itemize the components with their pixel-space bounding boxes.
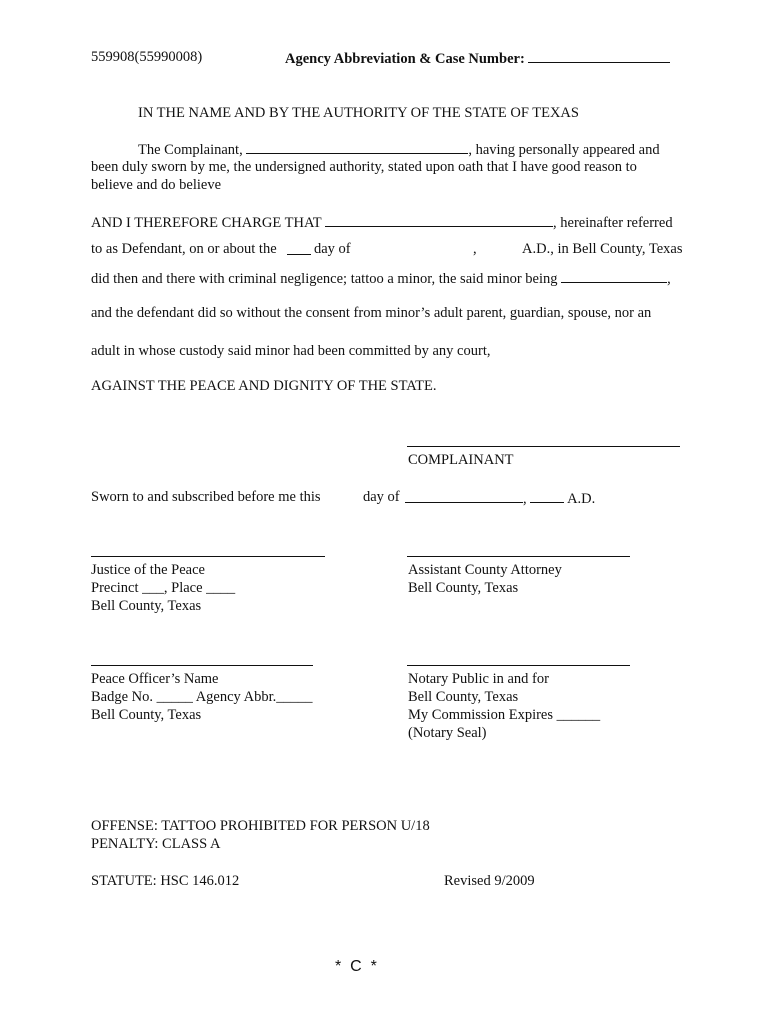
month-comma: , (473, 241, 477, 257)
complainant-signature-line[interactable] (407, 446, 680, 447)
sworn-year-field[interactable] (530, 488, 564, 503)
justice-precinct: Precinct ___, Place ____ (91, 580, 236, 596)
officer-badge-line: Badge No. _____ Agency Abbr._____ (91, 689, 313, 705)
attorney-signature-line[interactable] (407, 556, 630, 557)
complainant-line-1 (138, 139, 660, 159)
justice-title: Justice of the Peace (91, 562, 205, 578)
attorney-title: Assistant County Attorney (408, 562, 562, 578)
complainant-tail: , having personally appeared and (468, 142, 660, 158)
defendant-date-lead: to as Defendant, on or about the (91, 241, 277, 257)
revised-date: Revised 9/2009 (444, 873, 535, 889)
against-peace-line: AGAINST THE PEACE AND DIGNITY OF THE STATE. (91, 378, 437, 394)
officer-block (91, 670, 313, 724)
officer-county: Bell County, Texas (91, 707, 202, 723)
footer-mark: * C * (335, 958, 377, 975)
form-id: 559908(55990008) (91, 49, 203, 65)
document-title: IN THE NAME AND BY THE AUTHORITY OF THE STATE OF TEXAS (138, 105, 579, 121)
custody-line: adult in whose custody said minor had been committed by any court, (91, 343, 491, 359)
justice-block (91, 561, 235, 615)
notary-block (408, 670, 600, 742)
charge-line (91, 212, 673, 232)
officer-signature-line[interactable] (91, 665, 313, 666)
negligence-line (91, 268, 671, 288)
notary-signature-line[interactable] (407, 665, 630, 666)
agency-case-label-text: Agency Abbreviation & Case Number: (285, 51, 525, 67)
agency-case-label (285, 48, 670, 68)
offense-line: OFFENSE: TATTOO PROHIBITED FOR PERSON U/18 (91, 818, 430, 834)
complainant-line-2: been duly sworn by me, the undersigned authority, stated upon oath that I have good reason to (91, 159, 637, 175)
negligence-text: did then and there with criminal negligence; tattoo a minor, the said minor being (91, 271, 558, 287)
statute-line: STATUTE: HSC 146.012 (91, 873, 240, 889)
consent-line: and the defendant did so without the consent from minor’s adult parent, guardian, spouse, nor an (91, 305, 652, 321)
complainant-line-3: believe and do believe (91, 177, 222, 193)
day-of-label: day of (314, 241, 351, 257)
ad-county-label: A.D., in Bell County, Texas (522, 241, 683, 257)
sworn-date-fields (405, 488, 595, 508)
notary-seal: (Notary Seal) (408, 725, 487, 741)
sworn-ad: A.D. (567, 491, 596, 507)
justice-county: Bell County, Texas (91, 598, 202, 614)
sworn-comma: , (523, 491, 527, 507)
attorney-county: Bell County, Texas (408, 580, 519, 596)
complainant-name-field[interactable] (246, 139, 468, 154)
day-number-field[interactable] (287, 240, 311, 260)
sworn-month-field[interactable] (405, 488, 523, 503)
attorney-block (408, 561, 562, 597)
notary-commission: My Commission Expires ______ (408, 707, 601, 723)
defendant-name-field[interactable] (325, 212, 553, 227)
minor-age-field[interactable] (561, 268, 667, 283)
charge-lead: AND I THEREFORE CHARGE THAT (91, 215, 322, 231)
negligence-end: , (667, 271, 671, 287)
notary-county: Bell County, Texas (408, 689, 519, 705)
sworn-day-of: day of (363, 489, 400, 505)
officer-name-label: Peace Officer’s Name (91, 671, 219, 687)
complainant-label: COMPLAINANT (408, 452, 514, 468)
justice-signature-line[interactable] (91, 556, 325, 557)
notary-title: Notary Public in and for (408, 671, 549, 687)
penalty-line: PENALTY: CLASS A (91, 836, 221, 852)
sworn-lead: Sworn to and subscribed before me this (91, 489, 321, 505)
complainant-lead: The Complainant, (138, 142, 243, 158)
charge-tail: , hereinafter referred (553, 215, 673, 231)
agency-case-number-field[interactable] (528, 48, 670, 63)
